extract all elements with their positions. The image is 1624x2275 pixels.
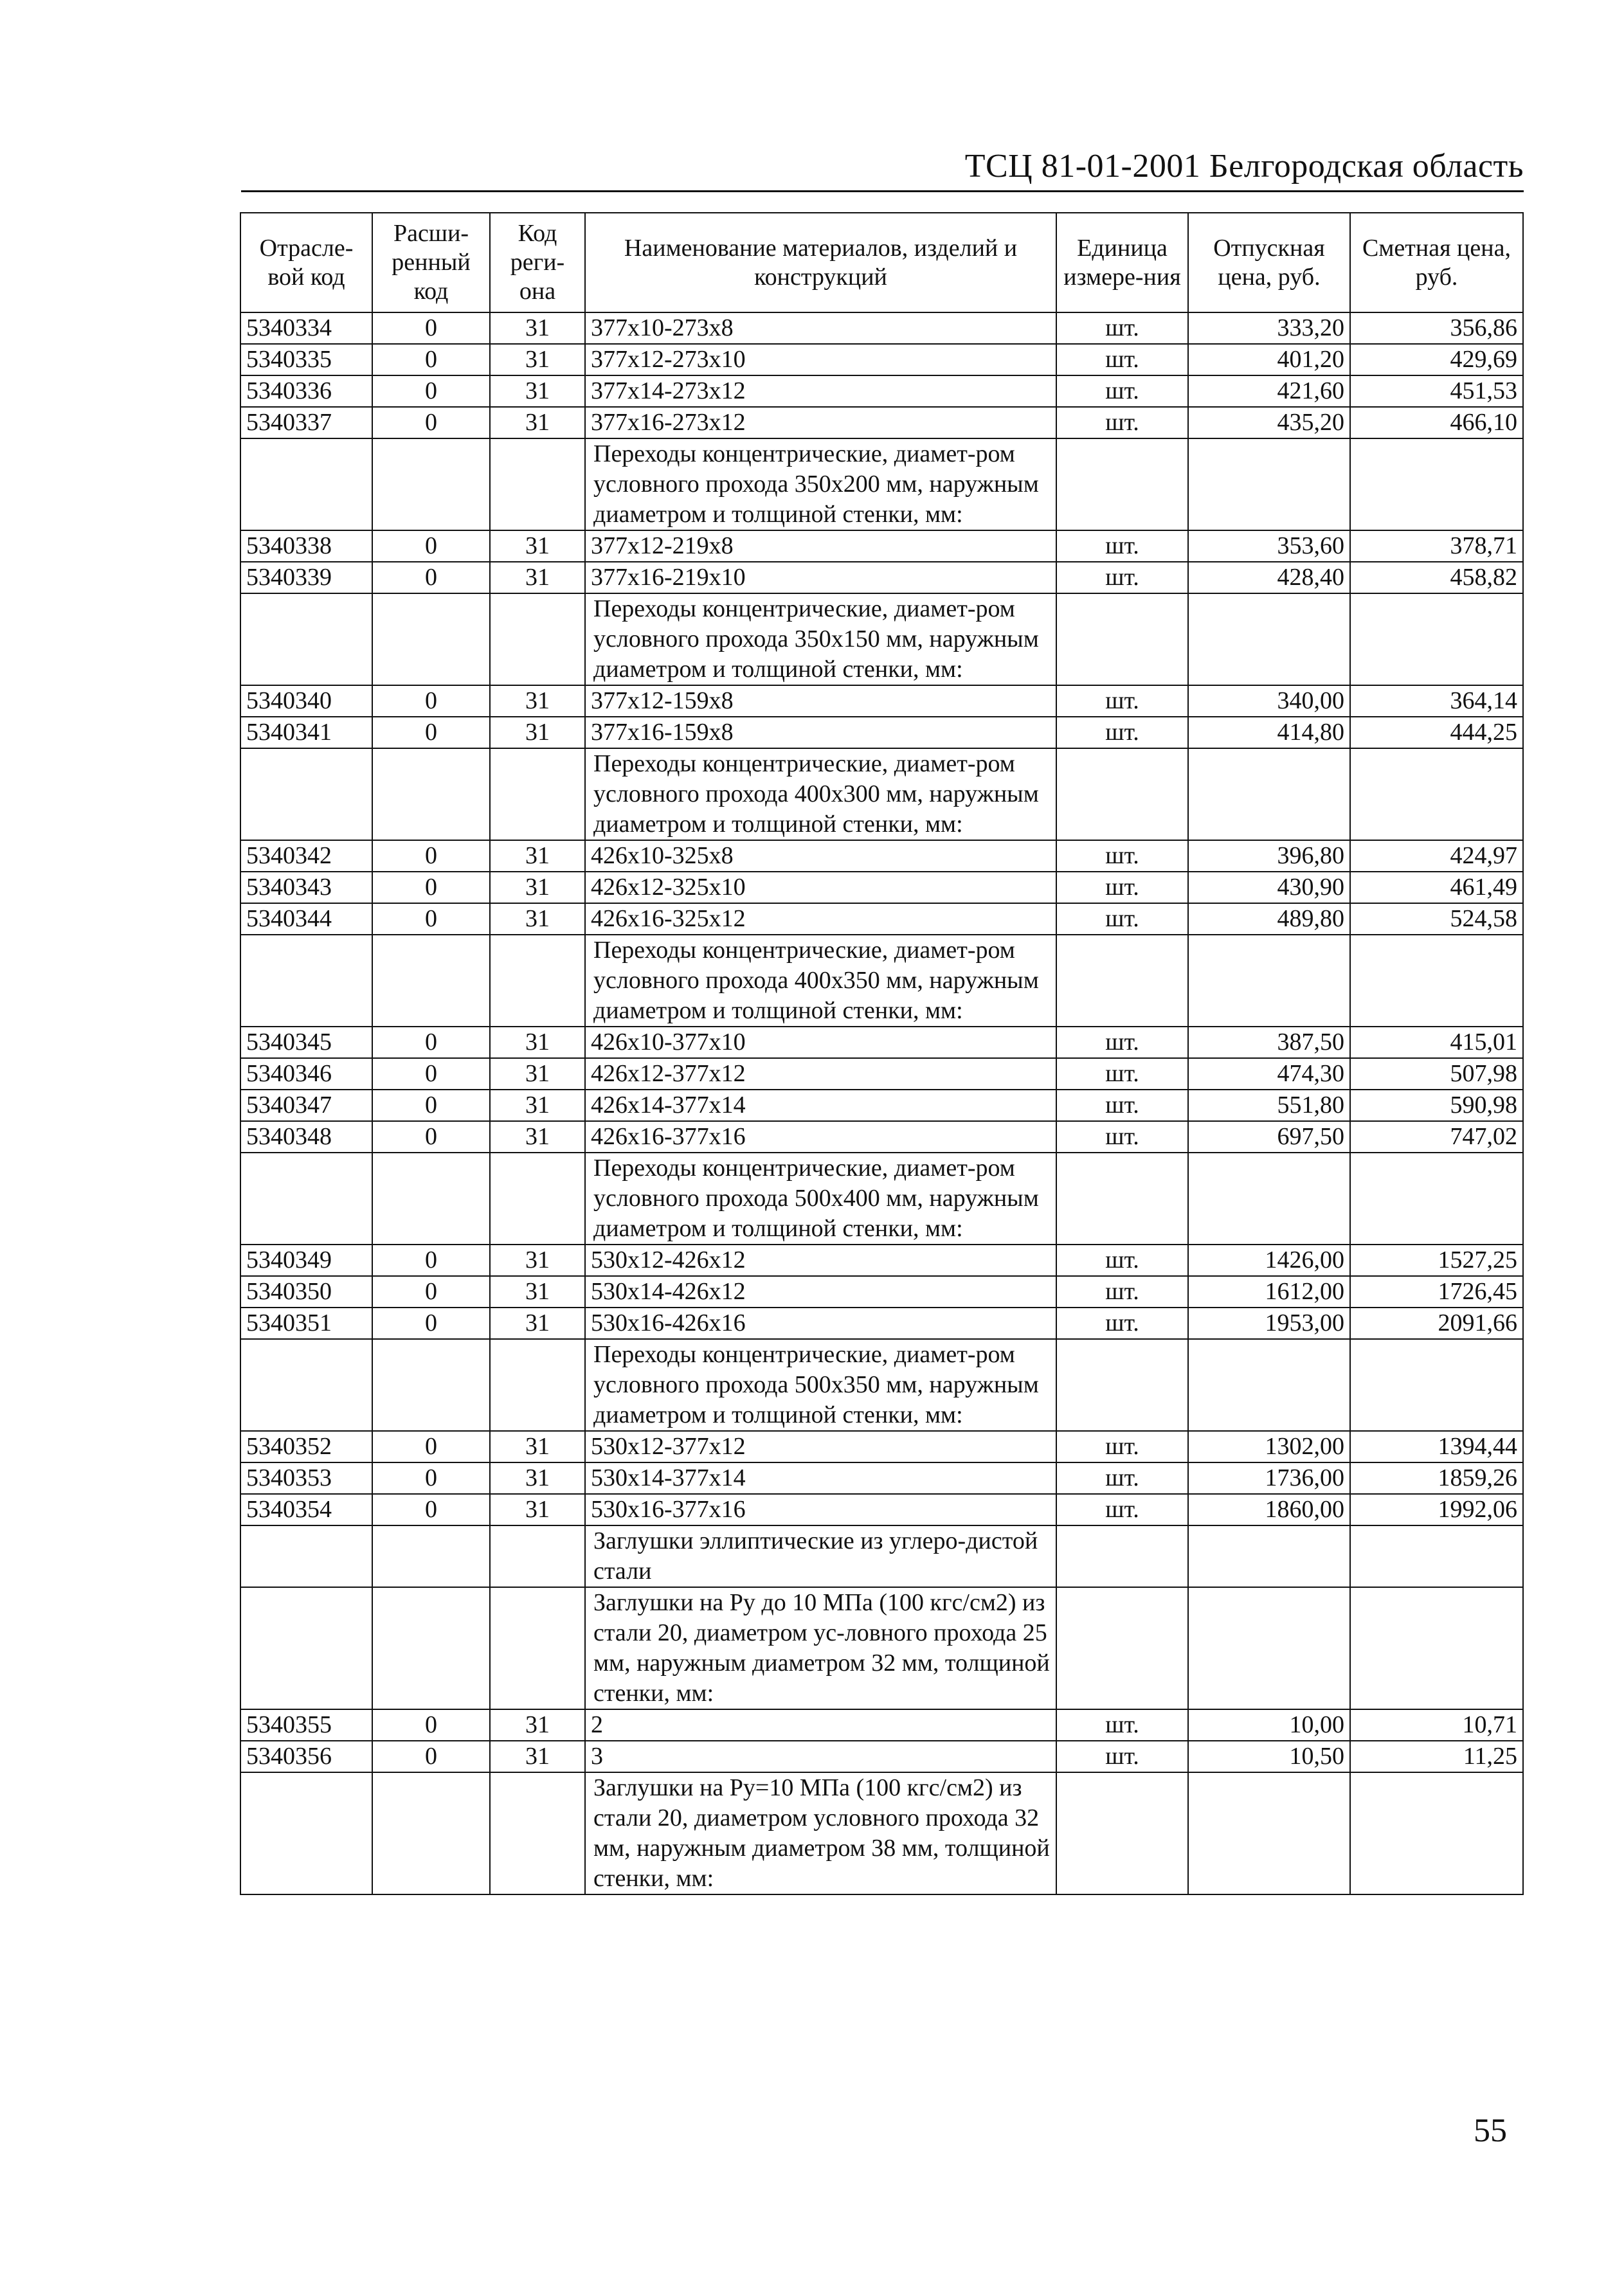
industry-code-cell: 5340338 [240,530,372,562]
estimate-price-cell: 378,71 [1350,530,1523,562]
industry-code-cell [240,1587,372,1709]
extended-code-cell: 0 [372,562,490,593]
industry-code-cell: 5340342 [240,840,372,872]
region-code-cell: 31 [490,840,585,872]
extended-code-cell: 0 [372,1276,490,1308]
industry-code-cell: 5340354 [240,1494,372,1525]
table-row [240,1121,1523,1153]
wholesale-price-cell [1188,593,1350,685]
unit-cell: шт. [1056,344,1188,375]
item-name-cell: 377x12-159x8 [585,685,1056,717]
extended-code-cell: 0 [372,312,490,344]
table-body [240,312,1523,1894]
table-section-row [240,593,1523,685]
table-row [240,1245,1523,1276]
extended-code-cell [372,748,490,840]
unit-cell: шт. [1056,375,1188,407]
wholesale-price-cell: 430,90 [1188,872,1350,903]
extended-code-cell: 0 [372,344,490,375]
region-code-cell [490,935,585,1027]
unit-cell: шт. [1056,840,1188,872]
extended-code-cell: 0 [372,530,490,562]
item-name-cell: 426x16-325x12 [585,903,1056,935]
wholesale-price-cell: 1612,00 [1188,1276,1350,1308]
item-name-cell: Переходы концентрические, диамет-ром условного прохода 500x350 мм, наружным диаметром и толщиной стенки, мм: [585,1339,1056,1431]
unit-cell: шт. [1056,562,1188,593]
region-code-cell: 31 [490,344,585,375]
unit-cell [1056,1339,1188,1431]
estimate-price-cell [1350,935,1523,1027]
table-row [240,685,1523,717]
industry-code-cell: 5340336 [240,375,372,407]
extended-code-cell: 0 [372,1245,490,1276]
extended-code-cell: 0 [372,1090,490,1121]
wholesale-price-cell [1188,438,1350,530]
table-row [240,407,1523,438]
table-row [240,1741,1523,1772]
extended-code-cell: 0 [372,1462,490,1494]
estimate-price-cell: 429,69 [1350,344,1523,375]
extended-code-cell: 0 [372,375,490,407]
industry-code-cell: 5340350 [240,1276,372,1308]
item-name-cell: Заглушки эллиптические из углеро-дистой стали [585,1525,1056,1587]
industry-code-cell: 5340339 [240,562,372,593]
wholesale-price-cell [1188,1587,1350,1709]
industry-code-cell: 5340353 [240,1462,372,1494]
region-code-cell: 31 [490,375,585,407]
table-row [240,1276,1523,1308]
column-header-industry-code: Отрасле-вой код [240,213,372,312]
extended-code-cell: 0 [372,1431,490,1462]
unit-cell [1056,935,1188,1027]
estimate-price-cell: 415,01 [1350,1027,1523,1058]
table-row [240,375,1523,407]
region-code-cell: 31 [490,717,585,748]
wholesale-price-cell: 421,60 [1188,375,1350,407]
industry-code-cell: 5340351 [240,1308,372,1339]
estimate-price-cell: 2091,66 [1350,1308,1523,1339]
extended-code-cell: 0 [372,872,490,903]
unit-cell [1056,1153,1188,1245]
table-row [240,1308,1523,1339]
estimate-price-cell: 466,10 [1350,407,1523,438]
unit-cell: шт. [1056,1494,1188,1525]
region-code-cell [490,748,585,840]
column-header-unit: Единица измере-ния [1056,213,1188,312]
industry-code-cell: 5340356 [240,1741,372,1772]
region-code-cell [490,438,585,530]
estimate-price-cell: 1394,44 [1350,1431,1523,1462]
price-table [240,212,1524,1895]
extended-code-cell [372,438,490,530]
estimate-price-cell [1350,1339,1523,1431]
region-code-cell: 31 [490,530,585,562]
extended-code-cell [372,593,490,685]
extended-code-cell [372,1772,490,1894]
estimate-price-cell: 747,02 [1350,1121,1523,1153]
wholesale-price-cell: 10,00 [1188,1709,1350,1741]
item-name-cell: Заглушки на Ру до 10 МПа (100 кгс/см2) из стали 20, диаметром ус-ловного прохода 25 мм, наружным диаметром 32 мм, толщиной стенки, мм: [585,1587,1056,1709]
region-code-cell: 31 [490,1058,585,1090]
estimate-price-cell: 10,71 [1350,1709,1523,1741]
table-section-row [240,1525,1523,1587]
region-code-cell: 31 [490,1027,585,1058]
table-section-row [240,748,1523,840]
table-row [240,840,1523,872]
wholesale-price-cell: 1736,00 [1188,1462,1350,1494]
item-name-cell: 530x14-377x14 [585,1462,1056,1494]
item-name-cell: 426x14-377x14 [585,1090,1056,1121]
document-title: ТСЦ 81-01-2001 Белгородская область [964,148,1524,184]
unit-cell: шт. [1056,407,1188,438]
wholesale-price-cell: 396,80 [1188,840,1350,872]
unit-cell: шт. [1056,685,1188,717]
column-header-wholesale-price: Отпускная цена, руб. [1188,213,1350,312]
unit-cell: шт. [1056,1276,1188,1308]
wholesale-price-cell: 387,50 [1188,1027,1350,1058]
item-name-cell: Переходы концентрические, диамет-ром условного прохода 400x350 мм, наружным диаметром и толщиной стенки, мм: [585,935,1056,1027]
item-name-cell: 377x14-273x12 [585,375,1056,407]
item-name-cell: 3 [585,1741,1056,1772]
estimate-price-cell: 590,98 [1350,1090,1523,1121]
extended-code-cell: 0 [372,685,490,717]
industry-code-cell: 5340347 [240,1090,372,1121]
table-row [240,312,1523,344]
wholesale-price-cell [1188,1153,1350,1245]
industry-code-cell [240,1772,372,1894]
region-code-cell: 31 [490,1741,585,1772]
table-row [240,1494,1523,1525]
estimate-price-cell [1350,1153,1523,1245]
estimate-price-cell: 1726,45 [1350,1276,1523,1308]
wholesale-price-cell: 401,20 [1188,344,1350,375]
estimate-price-cell [1350,593,1523,685]
extended-code-cell [372,1339,490,1431]
estimate-price-cell [1350,1587,1523,1709]
extended-code-cell: 0 [372,1058,490,1090]
region-code-cell: 31 [490,1121,585,1153]
table-row [240,872,1523,903]
item-name-cell: 377x12-273x10 [585,344,1056,375]
wholesale-price-cell: 1953,00 [1188,1308,1350,1339]
wholesale-price-cell [1188,935,1350,1027]
unit-cell [1056,748,1188,840]
extended-code-cell [372,1587,490,1709]
wholesale-price-cell: 428,40 [1188,562,1350,593]
industry-code-cell: 5340341 [240,717,372,748]
unit-cell: шт. [1056,717,1188,748]
unit-cell: шт. [1056,1121,1188,1153]
extended-code-cell: 0 [372,1027,490,1058]
extended-code-cell: 0 [372,717,490,748]
item-name-cell: 530x12-426x12 [585,1245,1056,1276]
region-code-cell: 31 [490,1431,585,1462]
table-row [240,1090,1523,1121]
table-header-row [240,213,1523,312]
unit-cell [1056,1772,1188,1894]
column-header-extended-code: Расши-ренный код [372,213,490,312]
estimate-price-cell: 451,53 [1350,375,1523,407]
region-code-cell [490,1587,585,1709]
industry-code-cell: 5340344 [240,903,372,935]
item-name-cell: 377x16-159x8 [585,717,1056,748]
region-code-cell [490,1339,585,1431]
item-name-cell: 426x12-325x10 [585,872,1056,903]
industry-code-cell: 5340343 [240,872,372,903]
table-section-row [240,1339,1523,1431]
industry-code-cell [240,748,372,840]
item-name-cell: Переходы концентрические, диамет-ром условного прохода 500x400 мм, наружным диаметром и толщиной стенки, мм: [585,1153,1056,1245]
industry-code-cell: 5340349 [240,1245,372,1276]
unit-cell: шт. [1056,1709,1188,1741]
table-row [240,562,1523,593]
region-code-cell: 31 [490,1090,585,1121]
unit-cell [1056,438,1188,530]
item-name-cell: 2 [585,1709,1056,1741]
unit-cell: шт. [1056,1308,1188,1339]
region-code-cell: 31 [490,685,585,717]
industry-code-cell [240,593,372,685]
estimate-price-cell: 461,49 [1350,872,1523,903]
item-name-cell: Переходы концентрические, диамет-ром условного прохода 400x300 мм, наружным диаметром и толщиной стенки, мм: [585,748,1056,840]
item-name-cell: 426x10-325x8 [585,840,1056,872]
item-name-cell: 426x12-377x12 [585,1058,1056,1090]
industry-code-cell: 5340340 [240,685,372,717]
unit-cell: шт. [1056,1431,1188,1462]
extended-code-cell: 0 [372,1709,490,1741]
wholesale-price-cell: 697,50 [1188,1121,1350,1153]
table-section-row [240,1587,1523,1709]
region-code-cell: 31 [490,1709,585,1741]
wholesale-price-cell: 340,00 [1188,685,1350,717]
unit-cell: шт. [1056,1462,1188,1494]
estimate-price-cell: 424,97 [1350,840,1523,872]
extended-code-cell [372,1525,490,1587]
column-header-item-name: Наименование материалов, изделий и конструкций [585,213,1056,312]
page-header [241,145,1524,192]
table-row [240,1431,1523,1462]
extended-code-cell: 0 [372,1121,490,1153]
industry-code-cell [240,1153,372,1245]
item-name-cell: Заглушки на Ру=10 МПа (100 кгс/см2) из стали 20, диаметром условного прохода 32 мм, наружным диаметром 38 мм, толщиной стенки, мм: [585,1772,1056,1894]
item-name-cell: 377x16-273x12 [585,407,1056,438]
extended-code-cell: 0 [372,1308,490,1339]
industry-code-cell: 5340335 [240,344,372,375]
estimate-price-cell: 524,58 [1350,903,1523,935]
estimate-price-cell: 356,86 [1350,312,1523,344]
unit-cell: шт. [1056,530,1188,562]
unit-cell: шт. [1056,1741,1188,1772]
region-code-cell: 31 [490,407,585,438]
item-name-cell: 426x16-377x16 [585,1121,1056,1153]
estimate-price-cell: 1859,26 [1350,1462,1523,1494]
extended-code-cell: 0 [372,1494,490,1525]
unit-cell: шт. [1056,1090,1188,1121]
region-code-cell: 31 [490,312,585,344]
page-number: 55 [1474,2112,1507,2149]
estimate-price-cell [1350,748,1523,840]
industry-code-cell: 5340345 [240,1027,372,1058]
region-code-cell [490,593,585,685]
extended-code-cell: 0 [372,903,490,935]
table-section-row [240,438,1523,530]
industry-code-cell: 5340355 [240,1709,372,1741]
region-code-cell: 31 [490,1308,585,1339]
unit-cell: шт. [1056,872,1188,903]
region-code-cell [490,1153,585,1245]
unit-cell [1056,1525,1188,1587]
table-row [240,903,1523,935]
wholesale-price-cell: 489,80 [1188,903,1350,935]
wholesale-price-cell: 10,50 [1188,1741,1350,1772]
table-row [240,344,1523,375]
table-row [240,530,1523,562]
region-code-cell: 31 [490,872,585,903]
region-code-cell [490,1772,585,1894]
wholesale-price-cell: 1860,00 [1188,1494,1350,1525]
industry-code-cell [240,1525,372,1587]
table-row [240,1462,1523,1494]
estimate-price-cell: 444,25 [1350,717,1523,748]
industry-code-cell: 5340346 [240,1058,372,1090]
unit-cell [1056,1587,1188,1709]
item-name-cell: Переходы концентрические, диамет-ром условного прохода 350x150 мм, наружным диаметром и толщиной стенки, мм: [585,593,1056,685]
wholesale-price-cell: 1426,00 [1188,1245,1350,1276]
wholesale-price-cell: 353,60 [1188,530,1350,562]
item-name-cell: 530x14-426x12 [585,1276,1056,1308]
item-name-cell: Переходы концентрические, диамет-ром условного прохода 350x200 мм, наружным диаметром и толщиной стенки, мм: [585,438,1056,530]
wholesale-price-cell: 414,80 [1188,717,1350,748]
estimate-price-cell [1350,438,1523,530]
region-code-cell: 31 [490,903,585,935]
industry-code-cell: 5340337 [240,407,372,438]
table-section-row [240,1772,1523,1894]
industry-code-cell [240,935,372,1027]
estimate-price-cell: 364,14 [1350,685,1523,717]
unit-cell: шт. [1056,903,1188,935]
industry-code-cell: 5340348 [240,1121,372,1153]
table-row [240,1709,1523,1741]
extended-code-cell [372,1153,490,1245]
industry-code-cell [240,1339,372,1431]
extended-code-cell: 0 [372,407,490,438]
table-row [240,1058,1523,1090]
wholesale-price-cell: 474,30 [1188,1058,1350,1090]
unit-cell: шт. [1056,1027,1188,1058]
industry-code-cell: 5340352 [240,1431,372,1462]
wholesale-price-cell [1188,1339,1350,1431]
wholesale-price-cell: 551,80 [1188,1090,1350,1121]
industry-code-cell [240,438,372,530]
item-name-cell: 377x10-273x8 [585,312,1056,344]
unit-cell: шт. [1056,1058,1188,1090]
item-name-cell: 530x16-426x16 [585,1308,1056,1339]
estimate-price-cell: 11,25 [1350,1741,1523,1772]
estimate-price-cell: 1527,25 [1350,1245,1523,1276]
region-code-cell: 31 [490,562,585,593]
extended-code-cell: 0 [372,1741,490,1772]
item-name-cell: 377x16-219x10 [585,562,1056,593]
wholesale-price-cell: 333,20 [1188,312,1350,344]
estimate-price-cell: 458,82 [1350,562,1523,593]
table-section-row [240,1153,1523,1245]
estimate-price-cell [1350,1525,1523,1587]
column-header-estimate-price: Сметная цена, руб. [1350,213,1523,312]
estimate-price-cell: 1992,06 [1350,1494,1523,1525]
wholesale-price-cell [1188,1772,1350,1894]
wholesale-price-cell: 435,20 [1188,407,1350,438]
table-section-row [240,935,1523,1027]
region-code-cell: 31 [490,1276,585,1308]
extended-code-cell [372,935,490,1027]
estimate-price-cell [1350,1772,1523,1894]
industry-code-cell: 5340334 [240,312,372,344]
item-name-cell: 530x16-377x16 [585,1494,1056,1525]
wholesale-price-cell [1188,748,1350,840]
region-code-cell: 31 [490,1462,585,1494]
wholesale-price-cell: 1302,00 [1188,1431,1350,1462]
extended-code-cell: 0 [372,840,490,872]
item-name-cell: 377x12-219x8 [585,530,1056,562]
item-name-cell: 530x12-377x12 [585,1431,1056,1462]
column-header-region-code: Код реги-она [490,213,585,312]
table-row [240,717,1523,748]
estimate-price-cell: 507,98 [1350,1058,1523,1090]
table-row [240,1027,1523,1058]
unit-cell: шт. [1056,312,1188,344]
unit-cell: шт. [1056,1245,1188,1276]
wholesale-price-cell [1188,1525,1350,1587]
region-code-cell: 31 [490,1245,585,1276]
item-name-cell: 426x10-377x10 [585,1027,1056,1058]
unit-cell [1056,593,1188,685]
region-code-cell [490,1525,585,1587]
region-code-cell: 31 [490,1494,585,1525]
